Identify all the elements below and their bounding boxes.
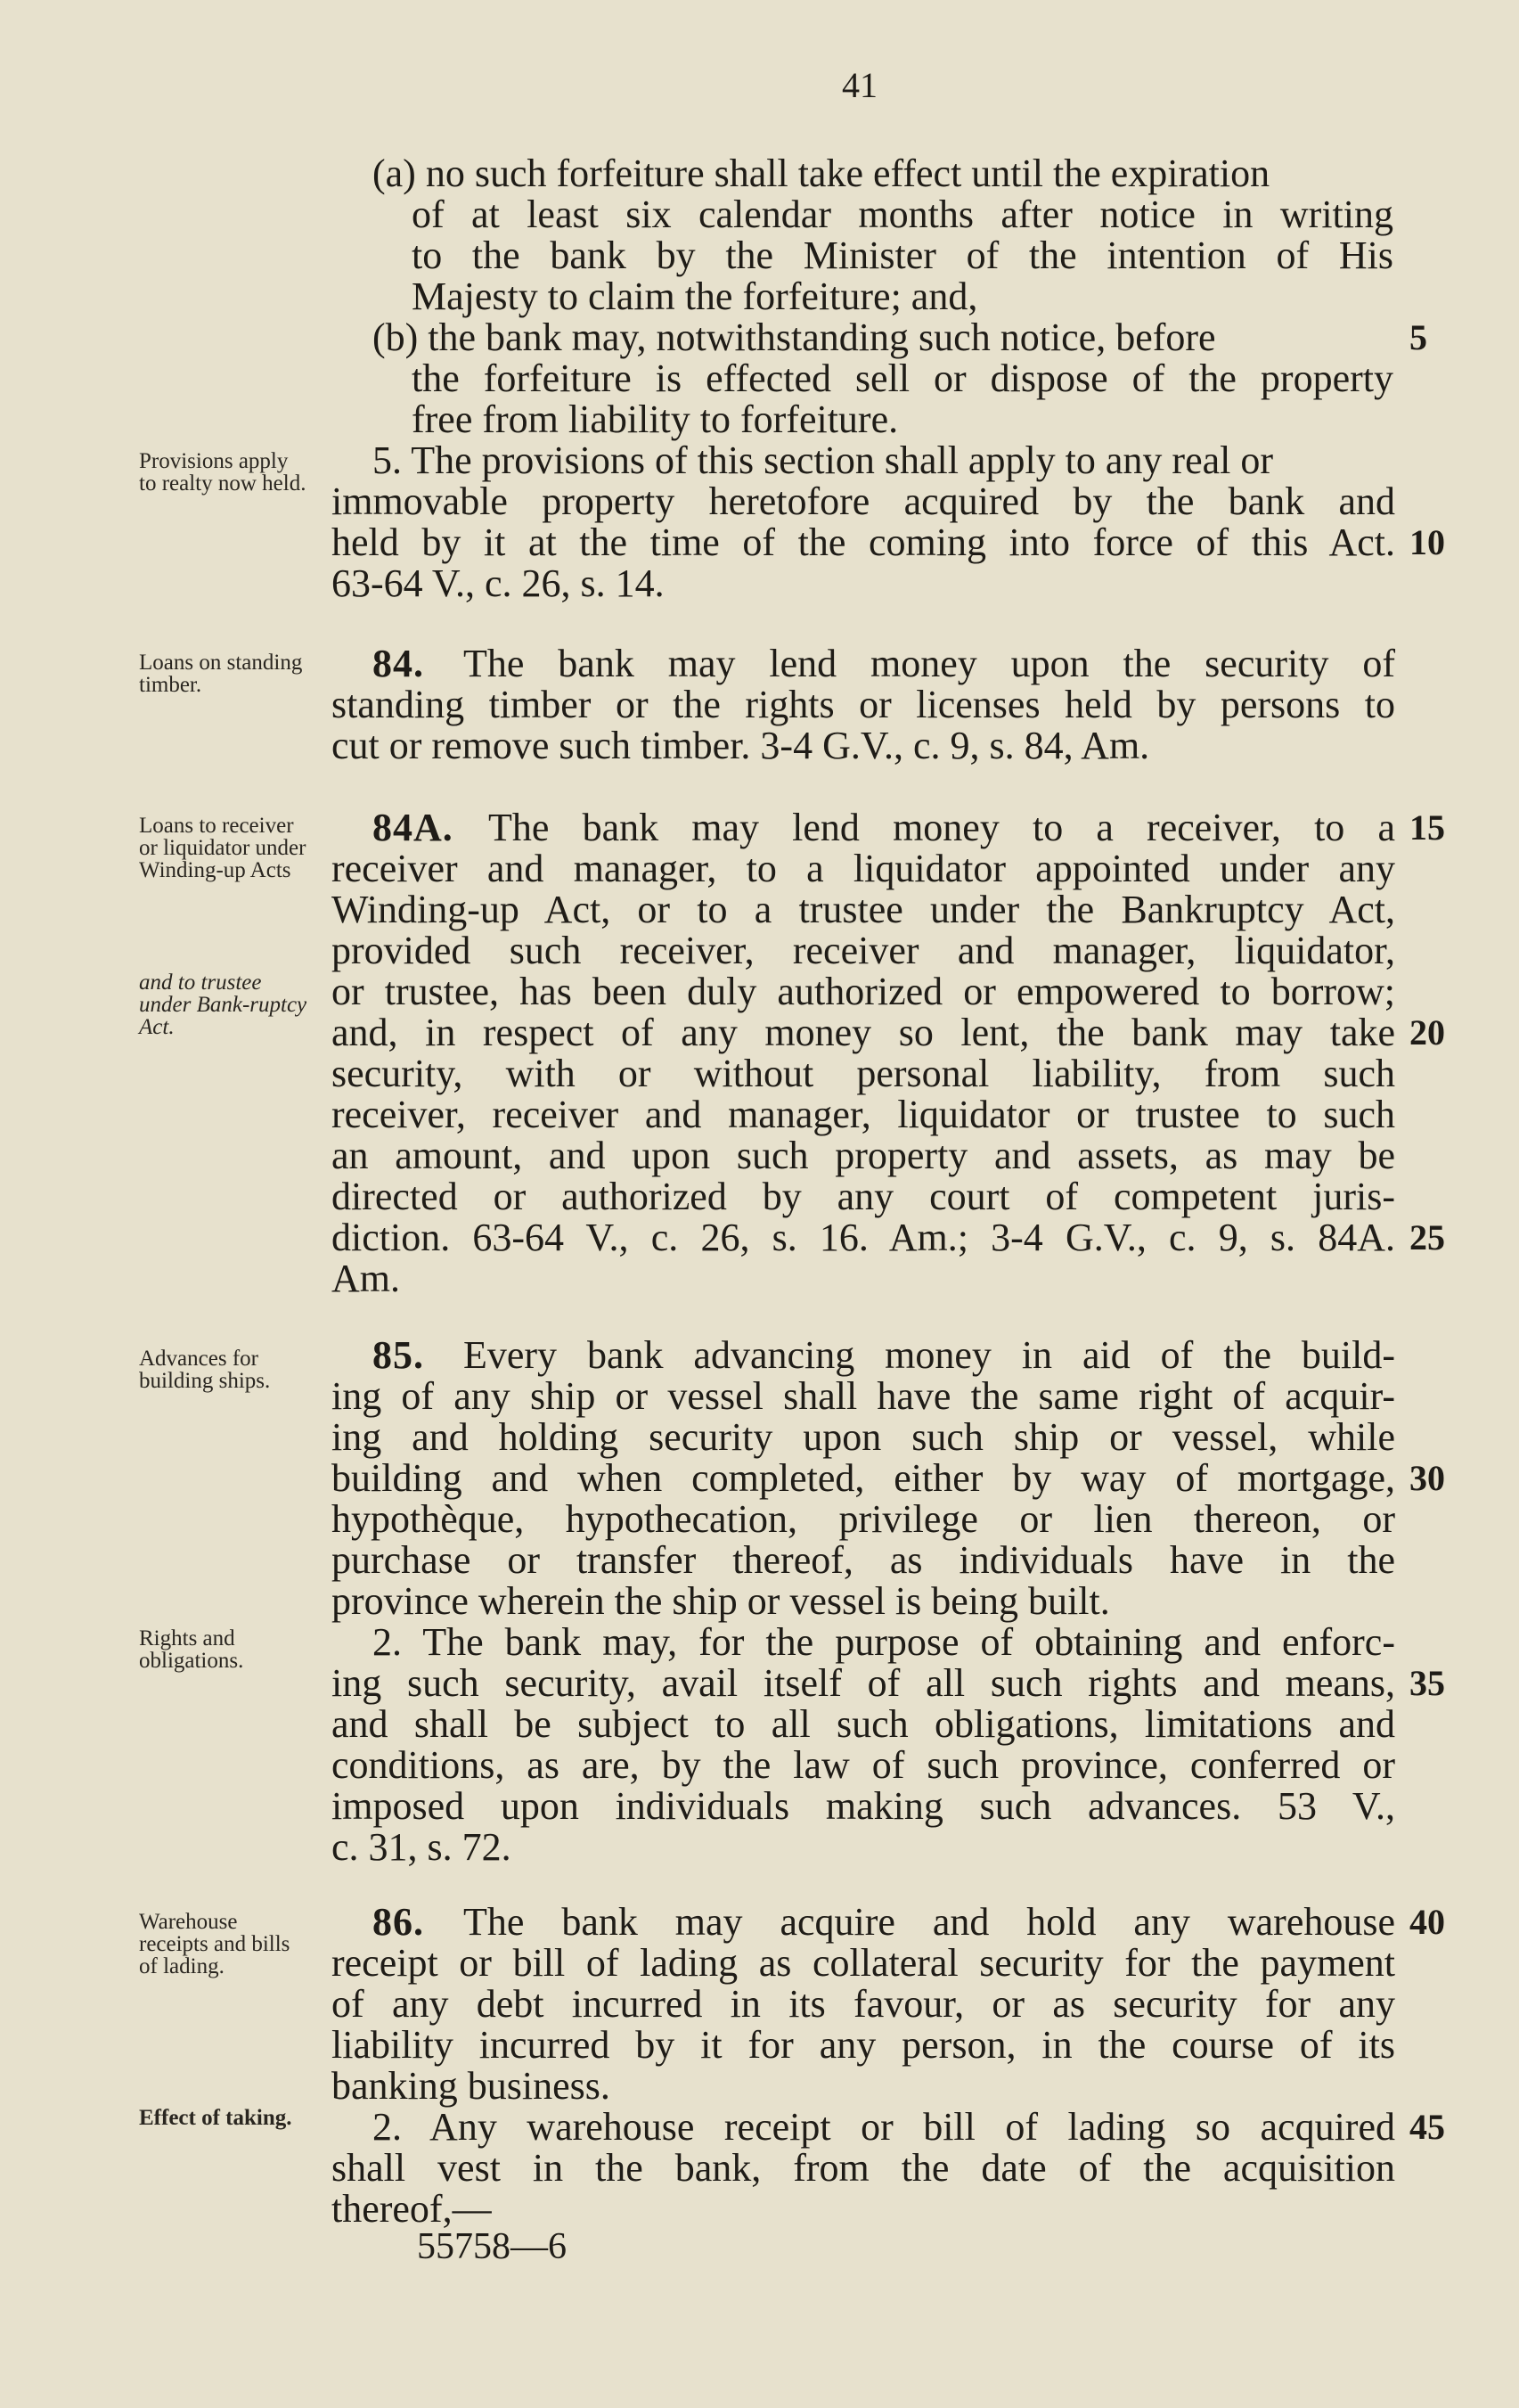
text-line: diction. 63-64 V., c. 26, s. 16. Am.; 3-4 G.V., c. 9, s. 84A. (331, 1216, 1395, 1259)
text-line: or trustee, has been duly authorized or empowered to borrow; (331, 970, 1395, 1013)
text-line: c. 31, s. 72. (331, 1825, 511, 1869)
margin-note-rights: Rights and obligations. (139, 1626, 244, 1673)
line-number: 5 (1409, 317, 1427, 357)
text-line: the forfeiture is effected sell or dispose of the property (412, 356, 1393, 400)
text-line: (b) the bank may, notwithstanding such notice, before (372, 315, 1216, 359)
text-line: hypothèque, hypothecation, privilege or lien thereon, or (331, 1497, 1395, 1541)
text-line: 2. The bank may, for the purpose of obtaining and enforc- (372, 1620, 1395, 1664)
margin-note-provisions: Provisions apply to realty now held. (139, 449, 306, 496)
line-number: 15 (1409, 807, 1445, 848)
margin-note-loans-receiver: Loans to receiver or liquidator under Winding-up Acts (139, 814, 306, 882)
text-line: free from liability to forfeiture. (412, 397, 899, 441)
text-line: Majesty to claim the forfeiture; and, (412, 274, 978, 318)
margin-note-effect: Effect of taking. (139, 2106, 292, 2130)
text-line: receipt or bill of lading as collateral security for the payment (331, 1941, 1395, 1985)
margin-note-warehouse: Warehouse receipts and bills of lading. (139, 1910, 290, 1978)
line-number: 25 (1409, 1217, 1445, 1257)
line-number: 30 (1409, 1458, 1445, 1498)
margin-note-loans-trustee: and to trustee under Bank-ruptcy Act. (139, 971, 307, 1039)
margin-note-advances: Advances for building ships. (139, 1347, 271, 1393)
text-line: standing timber or the rights or licenses held by persons to (331, 683, 1395, 726)
text-line: imposed upon individuals making such advances. 53 V., (331, 1784, 1395, 1828)
text-line: 2. Any warehouse receipt or bill of lading so acquired (372, 2105, 1395, 2149)
text-line: shall vest in the bank, from the date of the acquisition (331, 2146, 1395, 2190)
page-number: 41 (842, 65, 878, 105)
margin-note-loans-timber: Loans on standing timber. (139, 651, 303, 697)
text-line: of at least six calendar months after notice in writing (412, 192, 1393, 236)
line-number: 20 (1409, 1012, 1445, 1052)
text-line: and shall be subject to all such obligations, limitations and (331, 1702, 1395, 1746)
line-number: 40 (1409, 1902, 1445, 1942)
line-number: 10 (1409, 522, 1445, 562)
text-line: purchase or transfer thereof, as individuals have in the (331, 1538, 1395, 1582)
text-line: 5. The provisions of this section shall apply to any real or (372, 438, 1274, 482)
text-line: security, with or without personal liability, from such (331, 1052, 1395, 1095)
text-line: Am. (331, 1257, 400, 1300)
section-84-number: 84. (372, 642, 424, 685)
text-line: 63-64 V., c. 26, s. 14. (331, 561, 665, 605)
text-line: to the bank by the Minister of the intention of His (412, 233, 1393, 277)
line-number: 45 (1409, 2107, 1445, 2147)
printer-mark: 55758—6 (417, 2226, 567, 2267)
text-line: cut or remove such timber. 3-4 G.V., c. 9, s. 84, Am. (331, 724, 1150, 767)
text-line: banking business. (331, 2064, 610, 2108)
section-86-number: 86. (372, 1900, 424, 1944)
text-line: The bank may acquire and hold any warehouse (463, 1900, 1395, 1944)
section-85-number: 85. (372, 1333, 424, 1377)
text-line: liability incurred by it for any person, in the course of its (331, 2023, 1395, 2067)
text-line: ing of any ship or vessel shall have the same right of acquir- (331, 1374, 1395, 1418)
text-line: ing and holding security upon such ship or vessel, while (331, 1415, 1395, 1459)
section-84a-number: 84A. (372, 806, 453, 849)
text-line: thereof,— (331, 2187, 492, 2231)
text-line: ing such security, avail itself of all such rights and means, (331, 1661, 1395, 1705)
text-line: conditions, as are, by the law of such province, conferred or (331, 1743, 1395, 1787)
text-line: Every bank advancing money in aid of the build- (463, 1333, 1395, 1377)
text-line: directed or authorized by any court of competent juris- (331, 1175, 1395, 1218)
text-line: (a) no such forfeiture shall take effect until the expiration (372, 152, 1270, 195)
text-line: of any debt incurred in its favour, or as security for any (331, 1982, 1395, 2026)
text-line: province wherein the ship or vessel is being built. (331, 1579, 1110, 1623)
text-line: The bank may lend money upon the security of (463, 642, 1395, 685)
text-line: an amount, and upon such property and assets, as may be (331, 1134, 1395, 1177)
text-line: The bank may lend money to a receiver, to a (488, 806, 1395, 849)
line-number: 35 (1409, 1663, 1445, 1703)
text-line: provided such receiver, receiver and manager, liquidator, (331, 929, 1395, 972)
text-line: immovable property heretofore acquired by the bank and (331, 479, 1395, 523)
text-line: and, in respect of any money so lent, the bank may take (331, 1011, 1395, 1054)
text-line: receiver, receiver and manager, liquidator or trustee to such (331, 1093, 1395, 1136)
text-line: Winding-up Act, or to a trustee under the Bankruptcy Act, (331, 888, 1395, 931)
text-line: receiver and manager, to a liquidator appointed under any (331, 847, 1395, 890)
text-line: held by it at the time of the coming into force of this Act. (331, 520, 1395, 564)
text-line: building and when completed, either by way of mortgage, (331, 1456, 1395, 1500)
